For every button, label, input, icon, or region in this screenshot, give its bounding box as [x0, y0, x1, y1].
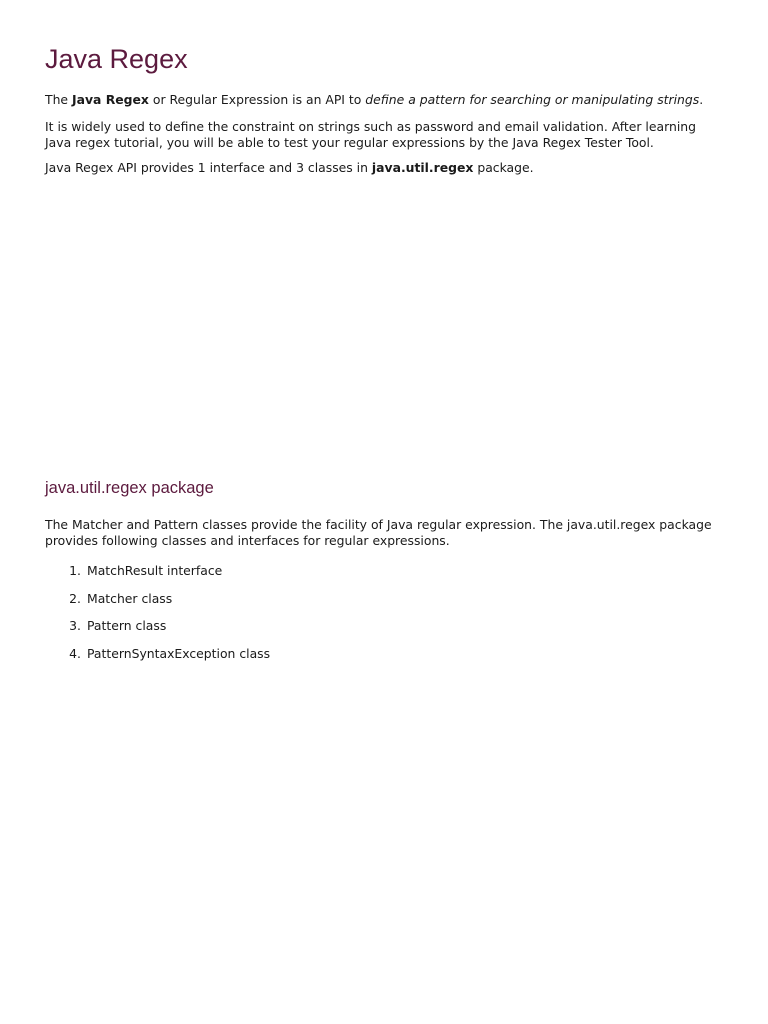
- api-bold-package: java.util.regex: [371, 160, 474, 175]
- intro-text-1: The: [45, 92, 72, 107]
- api-text-1: Java Regex API provides 1 interface and 3 classes in: [45, 160, 372, 175]
- list-item-number: 3.: [69, 618, 81, 634]
- intro-italic-phrase: define a pattern for searching or manipulating strings: [365, 92, 700, 107]
- api-text-2: package.: [473, 160, 534, 175]
- list-item-text: MatchResult interface: [87, 563, 223, 578]
- list-item-text: Matcher class: [87, 590, 173, 606]
- api-paragraph: [45, 160, 725, 176]
- section-description: The Matcher and Pattern classes provide the facility of Java regular expression. The java.util.regex package provides following classes and interfaces for regular expressions.: [45, 517, 712, 548]
- list-item-text: PatternSyntaxException class: [87, 646, 271, 662]
- intro-bold-term: Java Regex: [71, 92, 149, 107]
- section-heading: java.util.regex package: [45, 479, 214, 497]
- intro-text-3: .: [699, 92, 704, 107]
- list-item-number: 2.: [69, 590, 81, 606]
- list-item-number: 1.: [69, 563, 81, 578]
- intro-text-2: or Regular Expression is an API to: [148, 92, 366, 107]
- page-title: Java Regex: [45, 44, 188, 74]
- list-item-number: 4.: [69, 646, 81, 662]
- list-item-text: Pattern class: [87, 618, 167, 634]
- intro-paragraph: [45, 92, 725, 108]
- usage-paragraph: It is widely used to define the constraint on strings such as password and email validation. After learning Java regex tutorial, you will be able to test your regular expressions by the Java Regex Tester Tool.: [45, 119, 696, 150]
